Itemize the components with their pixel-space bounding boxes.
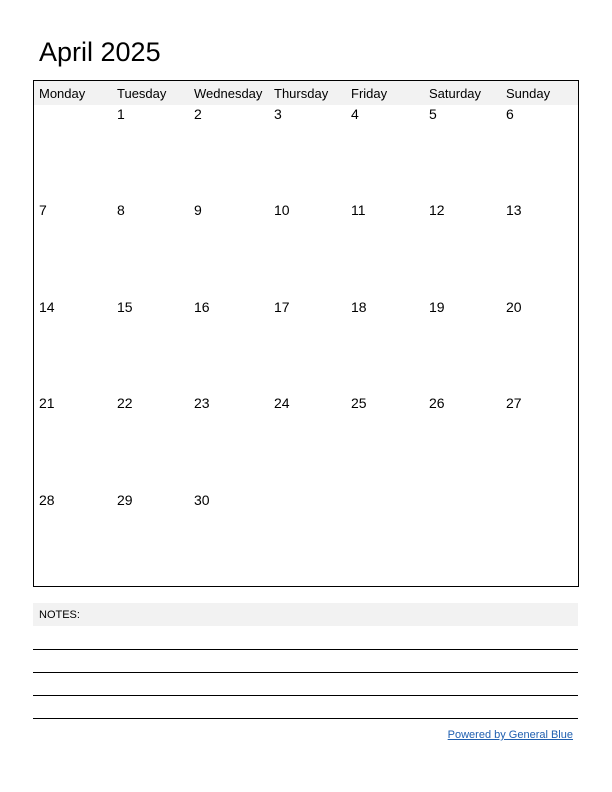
notes-label: NOTES: [39, 609, 80, 621]
day-cell-number: 18 [351, 299, 367, 315]
calendar-grid [33, 80, 579, 587]
note-line [33, 718, 578, 719]
day-cell-number: 12 [429, 202, 445, 218]
day-cell-number: 20 [506, 299, 522, 315]
day-cell-number: 21 [39, 395, 55, 411]
powered-by-link[interactable]: Powered by General Blue [447, 729, 573, 741]
weekday-sunday: Sunday [506, 86, 551, 101]
note-line [33, 695, 578, 696]
day-cell-number: 6 [506, 106, 514, 122]
notes-header [33, 603, 578, 626]
day-cell-number: 8 [117, 202, 125, 218]
day-cell-number: 19 [429, 299, 445, 315]
day-cell-number: 4 [351, 106, 359, 122]
weekday-saturday: Saturday [429, 86, 482, 101]
weekday-header-row [34, 81, 578, 105]
day-cell-number: 10 [274, 202, 290, 218]
day-cell-number: 1 [117, 106, 125, 122]
day-cell-number: 16 [194, 299, 210, 315]
day-cell-number: 9 [194, 202, 202, 218]
day-cell-number: 11 [351, 202, 366, 218]
day-cell-number: 28 [39, 492, 55, 508]
day-cell-number: 27 [506, 395, 522, 411]
day-cell-number: 5 [429, 106, 437, 122]
note-line [33, 672, 578, 673]
day-cell-number: 25 [351, 395, 367, 411]
day-cell-number: 23 [194, 395, 210, 411]
day-cell-number: 24 [274, 395, 290, 411]
note-line [33, 649, 578, 650]
weekday-tuesday: Tuesday [117, 86, 167, 101]
weekday-friday: Friday [351, 86, 388, 101]
weekday-wednesday: Wednesday [194, 86, 263, 101]
day-cell-number: 17 [274, 299, 290, 315]
day-cell-number: 30 [194, 492, 210, 508]
day-cell-number: 26 [429, 395, 445, 411]
day-cell-number: 13 [506, 202, 522, 218]
weekday-monday: Monday [39, 86, 86, 101]
day-cell-number: 14 [39, 299, 55, 315]
page-title: April 2025 [39, 37, 161, 67]
day-cell-number: 2 [194, 106, 202, 122]
day-cell-number: 3 [274, 106, 282, 122]
day-cell-number: 7 [39, 202, 47, 218]
day-cell-number: 29 [117, 492, 133, 508]
weekday-thursday: Thursday [274, 86, 329, 101]
day-cell-number: 15 [117, 299, 133, 315]
day-cell-number: 22 [117, 395, 133, 411]
